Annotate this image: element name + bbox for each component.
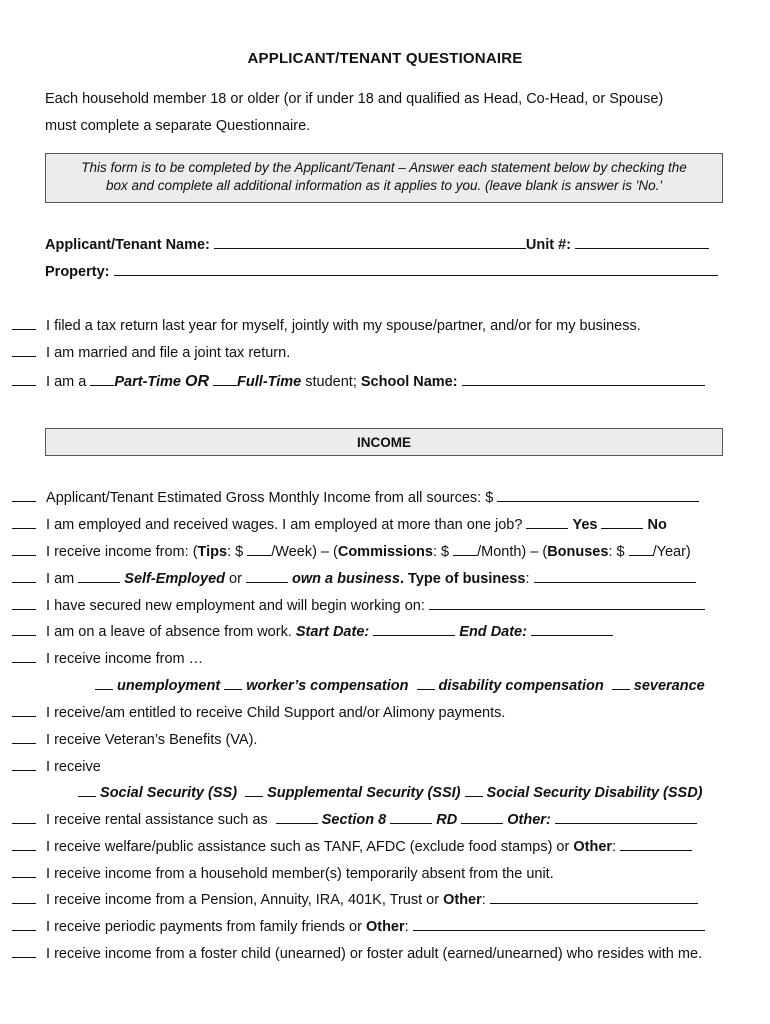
periodic-text: I receive periodic payments from family friends or (46, 919, 362, 935)
child-support-checkbox[interactable] (12, 705, 36, 717)
rental-assistance-checkbox[interactable] (12, 812, 36, 824)
welfare-other-colon: : (612, 839, 617, 855)
employed-checkbox[interactable] (12, 517, 36, 529)
pension-text: I receive income from a Pension, Annuity, IRA, 401K, Trust or (46, 892, 440, 908)
start-date-label: Start Date: (295, 624, 370, 640)
veteran-checkbox[interactable] (12, 732, 36, 744)
student-prefix: I am a (46, 374, 87, 390)
gross-income-checkbox[interactable] (12, 490, 36, 502)
child-support-row (12, 705, 505, 721)
foster-row (12, 946, 702, 962)
tips-field[interactable] (247, 544, 271, 556)
instructions-box (45, 153, 723, 203)
applicant-name-field[interactable] (214, 237, 526, 249)
applicant-name-row (45, 237, 709, 253)
periodic-other-label: Other (365, 919, 405, 935)
tips-row (12, 544, 691, 560)
tips-checkbox[interactable] (12, 544, 36, 556)
ssd-blank[interactable] (465, 785, 483, 797)
other-assistance-blank[interactable] (461, 812, 503, 824)
no-label: No (647, 517, 667, 533)
welfare-text: I receive welfare/public assistance such as TANF, AFDC (exclude food stamps) or (46, 839, 570, 855)
severance-label: severance (633, 678, 705, 694)
tax-filed-checkbox[interactable] (12, 318, 36, 330)
rd-blank[interactable] (390, 812, 432, 824)
end-date-label: End Date: (459, 624, 527, 640)
pension-row (12, 892, 698, 908)
compensation-options-row (95, 678, 705, 694)
pension-other-field[interactable] (490, 892, 698, 904)
year-label: /Year) (652, 544, 691, 560)
disability-comp-blank[interactable] (417, 678, 435, 690)
instructions-line-1: This form is to be completed by the Applicant/Tenant – Answer each statement below by checking the (81, 160, 687, 175)
section8-blank[interactable] (276, 812, 318, 824)
income-from-checkbox[interactable] (12, 651, 36, 663)
ss-label: Social Security (SS) (100, 785, 238, 801)
no-blank[interactable] (601, 517, 643, 529)
pension-other-label: Other (443, 892, 482, 908)
leave-checkbox[interactable] (12, 624, 36, 636)
student-word: student; (305, 374, 357, 390)
gross-income-row (12, 490, 699, 506)
i-receive-checkbox[interactable] (12, 759, 36, 771)
full-time-blank[interactable] (213, 374, 237, 386)
pension-checkbox[interactable] (12, 892, 36, 904)
child-support-text: I receive/am entitled to receive Child Support and/or Alimony payments. (46, 705, 506, 721)
pension-other-colon: : (481, 892, 486, 908)
full-time-label: Full-Time (237, 374, 302, 390)
rd-label: RD (436, 812, 458, 828)
ssi-blank[interactable] (245, 785, 263, 797)
new-employment-row (12, 598, 705, 614)
unemployment-label: unemployment (117, 678, 221, 694)
employed-row (12, 517, 667, 533)
instructions-line-2: box and complete all additional information as it applies to you. (leave blank is answer is 'No.' (106, 178, 662, 193)
severance-blank[interactable] (612, 678, 630, 690)
self-employed-row (12, 571, 696, 587)
gross-income-text: Applicant/Tenant Estimated Gross Monthly Income from all sources: $ (46, 490, 494, 506)
unit-label: Unit #: (525, 237, 572, 253)
veteran-row (12, 732, 257, 748)
bonuses-unit: : $ (608, 544, 625, 560)
start-date-field[interactable] (373, 624, 455, 636)
commissions-field[interactable] (453, 544, 477, 556)
absent-member-checkbox[interactable] (12, 866, 36, 878)
or-text: or (229, 571, 242, 587)
page-title: APPLICANT/TENANT QUESTIONAIRE (247, 50, 523, 67)
rental-assistance-text: I receive rental assistance such as (46, 812, 268, 828)
workers-comp-label: worker’s compensation (246, 678, 409, 694)
own-business-label: own a business (292, 571, 400, 587)
property-field[interactable] (114, 264, 718, 276)
i-receive-row (12, 759, 101, 775)
foster-text: I receive income from a foster child (unearned) or foster adult (earned/unearned) who resides with me. (46, 946, 703, 962)
tips-unit: : $ (227, 544, 244, 560)
tax-filed-row (12, 318, 641, 334)
property-row (45, 264, 718, 280)
type-business-field[interactable] (534, 571, 696, 583)
or-label: OR (185, 373, 210, 390)
section8-label: Section 8 (321, 812, 387, 828)
leave-row (12, 624, 613, 640)
end-date-field[interactable] (531, 624, 613, 636)
unemployment-blank[interactable] (95, 678, 113, 690)
ss-blank[interactable] (78, 785, 96, 797)
married-row (12, 345, 290, 361)
student-row (12, 373, 705, 391)
ssi-label: Supplemental Security (SSI) (267, 785, 461, 801)
new-employment-checkbox[interactable] (12, 598, 36, 610)
leave-text: I am on a leave of absence from work. (46, 624, 292, 640)
absent-member-row (12, 866, 554, 882)
employed-text: I am employed and received wages. I am employed at more than one job? (46, 517, 523, 533)
week-label: /Week) – ( (271, 544, 338, 560)
welfare-checkbox[interactable] (12, 839, 36, 851)
periodic-other-field[interactable] (413, 919, 705, 931)
other-assistance-field[interactable] (555, 812, 697, 824)
type-business-label: . Type of business (400, 571, 526, 587)
bonuses-field[interactable] (629, 544, 653, 556)
ssd-label: Social Security Disability (SSD) (486, 785, 703, 801)
intro-line-2: must complete a separate Questionnaire. (45, 118, 311, 134)
part-time-label: Part-Time (114, 374, 181, 390)
disability-comp-label: disability compensation (438, 678, 604, 694)
month-label: /Month) – ( (477, 544, 548, 560)
welfare-row (12, 839, 692, 855)
workers-comp-blank[interactable] (224, 678, 242, 690)
other-assistance-label: Other: (507, 812, 551, 828)
married-text: I am married and file a joint tax return. (46, 345, 291, 361)
property-label: Property: (45, 264, 110, 280)
new-employment-field[interactable] (429, 598, 705, 610)
income-from-text: I receive income from … (46, 651, 204, 667)
iam-text: I am (46, 571, 75, 587)
self-employed-label: Self-Employed (124, 571, 226, 587)
student-checkbox[interactable] (12, 374, 36, 386)
bonuses-label: Bonuses (547, 544, 609, 560)
self-employed-checkbox[interactable] (12, 571, 36, 583)
tips-label: Tips (197, 544, 228, 560)
social-security-options-row (78, 785, 703, 801)
self-employed-blank[interactable] (78, 571, 120, 583)
receive-from-text: I receive income from: ( (46, 544, 198, 560)
periodic-row (12, 919, 705, 935)
commissions-label: Commissions (337, 544, 433, 560)
tax-filed-text: I filed a tax return last year for myself, jointly with my spouse/partner, and/or for my business. (46, 318, 641, 334)
income-section-header: INCOME (45, 428, 723, 456)
welfare-other-label: Other (573, 839, 613, 855)
yes-label: Yes (572, 517, 598, 533)
foster-checkbox[interactable] (12, 946, 36, 958)
part-time-blank[interactable] (90, 374, 114, 386)
veteran-text: I receive Veteran’s Benefits (VA). (46, 732, 258, 748)
absent-member-text: I receive income from a household member(s) temporarily absent from the unit. (46, 866, 554, 882)
rental-assistance-row (12, 812, 697, 828)
new-employment-text: I have secured new employment and will begin working on: (46, 598, 425, 614)
school-name-field[interactable] (462, 374, 705, 386)
unit-field[interactable] (575, 237, 709, 249)
welfare-other-field[interactable] (620, 839, 692, 851)
married-checkbox[interactable] (12, 345, 36, 357)
i-receive-text: I receive (46, 759, 101, 775)
school-name-label: School Name: (360, 374, 458, 390)
type-business-colon: : (525, 571, 530, 587)
periodic-checkbox[interactable] (12, 919, 36, 931)
periodic-other-colon: : (404, 919, 409, 935)
intro-line-1: Each household member 18 or older (or if under 18 and qualified as Head, Co-Head, or Spouse) (45, 91, 664, 107)
income-from-row (12, 651, 203, 667)
gross-income-field[interactable] (497, 490, 699, 502)
yes-blank[interactable] (526, 517, 568, 529)
own-business-blank[interactable] (246, 571, 288, 583)
commissions-unit: : $ (432, 544, 450, 560)
applicant-name-label: Applicant/Tenant Name: (45, 237, 210, 253)
